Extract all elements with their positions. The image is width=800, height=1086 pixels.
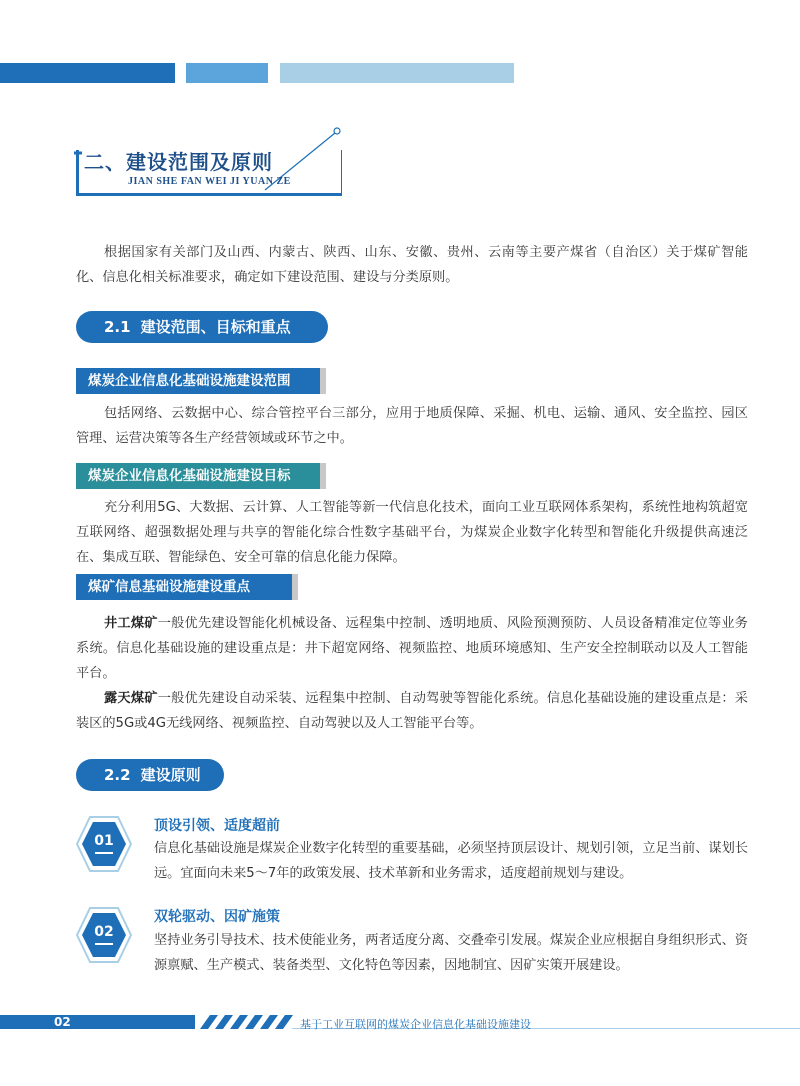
focus-heading-tail (292, 574, 298, 600)
principle-02-title: 双轮驱动、因矿施策 (154, 909, 280, 925)
section-2-1-number: 2.1 (104, 318, 131, 336)
principle-02-number: 02 (94, 924, 114, 940)
underground-paragraph (76, 611, 748, 686)
scope-heading (76, 368, 320, 394)
section-2-2-number: 2.2 (104, 766, 131, 784)
page-number: 02 (54, 1015, 71, 1029)
section-title: 二、建设范围及原则 (84, 150, 273, 174)
goal-paragraph: 充分利用5G、大数据、云计算、人工智能等新一代信息化技术，面向工业互联网体系架构，系统性地构筑超宽互联网络、超强数据处理与共享的智能化综合性数字基础平台，为煤炭企业数字化转型和智能化升级提供高速泛在、集成互联、智能绿色、安全可靠的信息化能力保障。 (76, 500, 748, 565)
openpit-paragraph (76, 686, 748, 736)
goal-heading (76, 463, 320, 489)
openpit-text: 一般优先建设自动采装、远程集中控制、自动驾驶等智能化系统。信息化基础设施的建设重点是：采装区的5G或4G无线网络、视频监控、自动驾驶以及人工智能平台等。 (76, 691, 748, 731)
scope-heading-text: 煤炭企业信息化基础设施建设范围 (88, 373, 291, 389)
focus-heading (76, 574, 292, 600)
principle-02-underline (95, 943, 113, 945)
principle-01-title: 顶设引领、适度超前 (154, 818, 280, 834)
principle-01-number: 01 (94, 833, 114, 849)
focus-heading-text: 煤矿信息基础设施建设重点 (88, 579, 250, 595)
section-2-2-heading (76, 759, 224, 791)
scope-heading-tail (320, 368, 326, 394)
goal-heading-tail (320, 463, 326, 489)
section-2-2-label: 建设原则 (140, 766, 201, 784)
scope-paragraph: 包括网络、云数据中心、综合管控平台三部分，应用于地质保障、采掘、机电、运输、通风、安全监控、园区管理、运营决策等各生产经营领域或环节之中。 (76, 406, 748, 446)
section-2-1-heading (76, 311, 328, 343)
principle-02-text: 坚持业务引导技术、技术使能业务，两者适度分离、交叠牵引发展。煤炭企业应根据自身组织形式、资源禀赋、生产模式、装备类型、文化特色等因素，因地制宜、因矿实策开展建设。 (154, 933, 748, 973)
goal-heading-text: 煤炭企业信息化基础设施建设目标 (88, 468, 291, 484)
section-2-1-label: 建设范围、目标和重点 (140, 318, 291, 336)
section-subtitle: JIAN SHE FAN WEI JI YUAN ZE (128, 176, 291, 187)
underground-text: 一般优先建设智能化机械设备、远程集中控制、透明地质、风险预测预防、人员设备精准定位等业务系统。信息化基础设施的建设重点是：井下超宽网络、视频监控、地质环境感知、生产安全控制联动以及人工智能平台。 (76, 616, 748, 681)
principle-01-underline (95, 852, 113, 854)
footer-doc-title: 基于工业互联网的煤炭企业信息化基础设施建设 (300, 1018, 531, 1031)
openpit-label: 露天煤矿 (104, 691, 158, 706)
principle-01-text: 信息化基础设施是煤炭企业数字化转型的重要基础，必须坚持顶层设计、规划引领，立足当前、谋划长远。宜面向未来5～7年的政策发展、技术革新和业务需求，适度超前规划与建设。 (154, 841, 748, 881)
intro-paragraph: 根据国家有关部门及山西、内蒙古、陕西、山东、安徽、贵州、云南等主要产煤省（自治区）关于煤矿智能化、信息化相关标准要求，确定如下建设范围、建设与分类原则。 (76, 245, 748, 285)
underground-label: 井工煤矿 (104, 616, 158, 631)
